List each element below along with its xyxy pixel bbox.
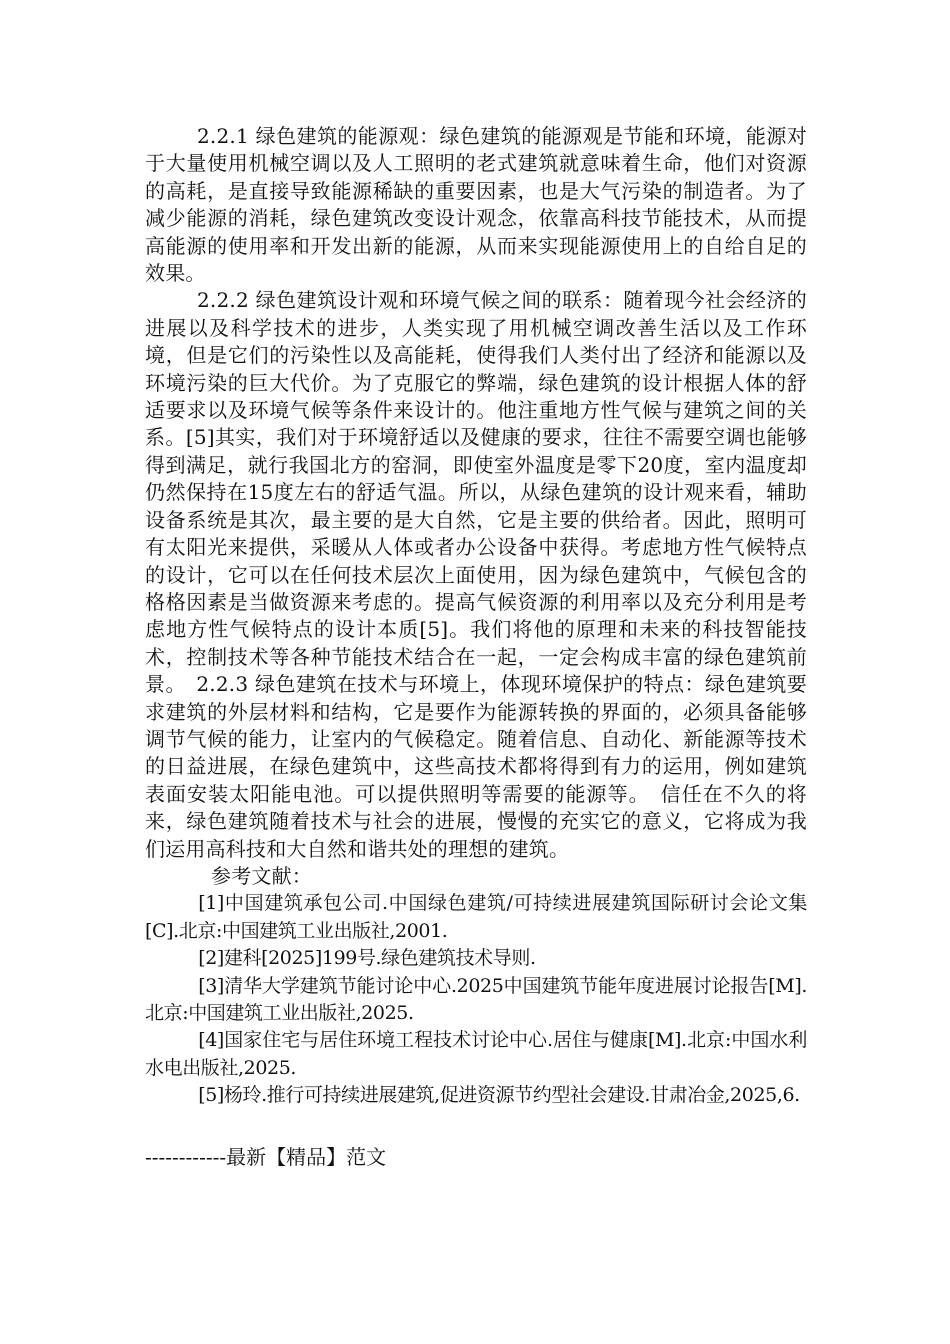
paragraph-2-2-2: 2.2.2 绿色建筑设计观和环境气候之间的联系：随着现今社会经济的进展以及科学技术的进步，人类实现了用机械空调改善生活以及工作环境，但是它们的污染性以及高能耗，使得我们人类付出了经济和能源以及环境污染的巨大代价。为了克服它的弊端，绿色建筑的设计根据人体的舒适要求以及环境气候等条件来设计的。他注重地方性气候与建筑之间的关系。[5]其实，我们对于环境舒适以及健康的要求，往往不需要空调也能够得到满足，就行我国北方的窑洞，即使室外温度是零下20度，室内温度却仍然保持在15度左右的舒适气温。所以，从绿色建筑的设计观来看，辅助设备系统是其次，最主要的是大自然，它是主要的供给者。因此，照明可有太阳光来提供，采暖从人体或者办公设备中获得。考虑地方性气候特点的设计，它可以在任何技术层次上面使用，因为绿色建筑中，气候包含的格格因素是当做资源来考虑的。提高气候资源的利用率以及充分利用是考虑地方性气候特点的设计本质[5]。我们将他的原理和未来的科技智能技术，控制技术等各种节能技术结合在一起，一定会构成丰富的绿色建筑前景。 2.2.3 绿色建筑在技术与环境上，体现环境保护的特点：绿色建筑要求建筑的外层材料和结构，它是要作为能源转换的界面的，必须具备能够调节气候的能力，让室内的气候稳定。随着信息、自动化、新能源等技术的日益进展，在绿色建筑中，这些高技术都将得到有力的运用，例如建筑表面安装太阳能电池。可以提供照明等需要的能源等。 信任在不久的将来，绿色建筑随着技术与社会的进展，慢慢的充实它的意义，它将成为我们运用高科技和大自然和谐共处的理想的建筑。 <box>145 288 807 861</box>
document-body <box>145 123 807 1110</box>
paragraph-2-2-1: 2.2.1 绿色建筑的能源观：绿色建筑的能源观是节能和环境，能源对于大量使用机械空调以及人工照明的老式建筑就意味着生命，他们对资源的高耗，是直接导致能源稀缺的重要因素，也是大气污染的制造者。为了减少能源的消耗，绿色建筑改变设计观念，依靠高科技节能技术，从而提高能源的使用率和开发出新的能源，从而来实现能源使用上的自给自足的效果。 <box>145 124 807 286</box>
reference-item-3: [3]清华大学建筑节能讨论中心.2025中国建筑节能年度进展讨论报告[M].北京:中国建筑工业出版社,2025. <box>145 974 807 1024</box>
page-footer: ------------最新【精品】范文 <box>145 1145 387 1169</box>
reference-item-5: [5]杨玲.推行可持续进展建筑,促进资源节约型社会建设.甘肃冶金,2025,6. <box>198 1084 800 1107</box>
reference-item-2: [2]建科[2025]199号.绿色建筑技术导则. <box>198 947 536 970</box>
reference-item-4: [4]国家住宅与居住环境工程技术讨论中心.居住与健康[M].北京:中国水利水电出版社,2025. <box>145 1029 807 1079</box>
references-section <box>145 863 807 1110</box>
reference-item-1: [1]中国建筑承包公司.中国绿色建筑/可持续进展建筑国际研讨会论文集[C].北京:中国建筑工业出版社,2001. <box>145 892 807 942</box>
references-heading: 参考文献： <box>211 863 312 888</box>
